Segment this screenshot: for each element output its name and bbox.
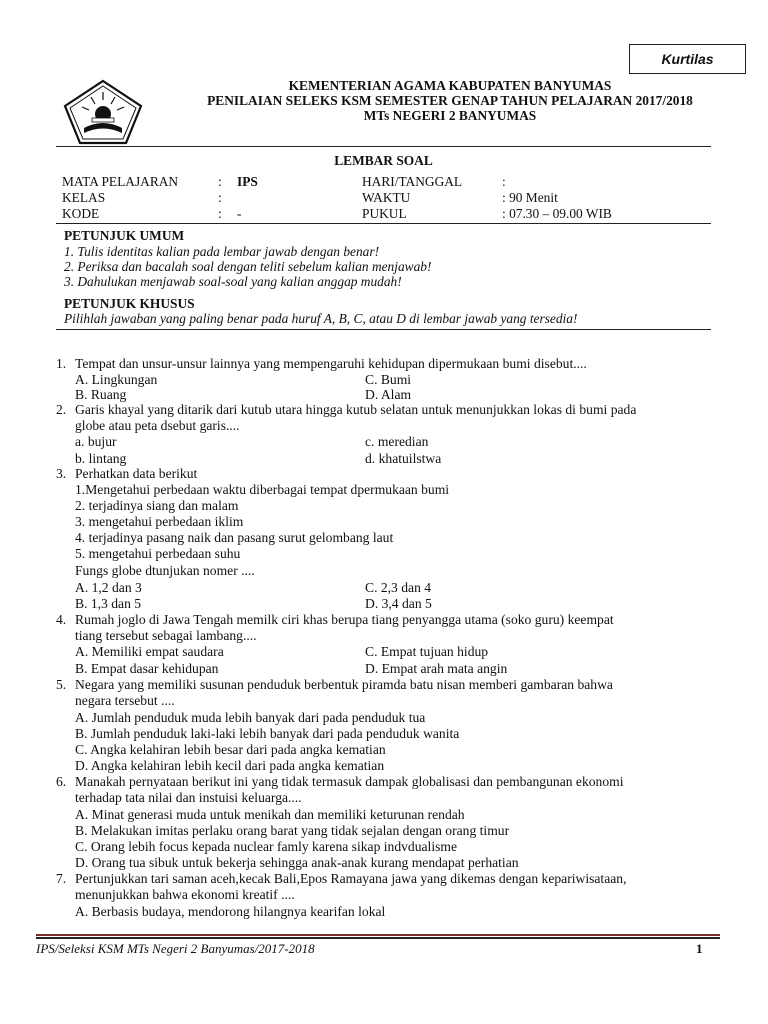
question-text: Pertunjukkan tari saman aceh,kecak Bali,Epos Ramayana jawa yang dikemas dengan kepariwisataan,	[75, 871, 627, 886]
option-b: b. lintang	[75, 451, 127, 466]
question-text: Rumah joglo di Jawa Tengah memilk ciri khas berupa tiang penyangga utama (soko guru) keempat	[75, 612, 614, 627]
option-a: A. Memiliki empat saudara	[75, 644, 224, 659]
info-colon: :	[218, 174, 222, 189]
question-text: tiang tersebut sebagai lambang....	[75, 628, 257, 643]
info-value-date: :	[502, 174, 506, 189]
header-line-1: KEMENTERIAN AGAMA KABUPATEN BANYUMAS	[288, 78, 612, 93]
question-number: 6.	[56, 774, 67, 789]
option-a: a. bujur	[75, 434, 117, 449]
header-line-2: PENILAIAN SELEKS KSM SEMESTER GENAP TAHUN PELAJARAN 2017/2018	[207, 93, 693, 108]
question-text: Garis khayal yang ditarik dari kutub utara hingga kutub selatan untuk menunjukkan lokas di bumi pada	[75, 402, 637, 417]
option-d: D. 3,4 dan 5	[365, 596, 432, 611]
footer-divider	[36, 937, 720, 939]
option-d: D. Empat arah mata angin	[365, 661, 508, 676]
info-colon: :	[218, 190, 222, 205]
data-item: 5. mengetahui perbedaan suhu	[75, 546, 241, 561]
option-c: C. Angka kelahiran lebih besar dari pada angka kematian	[75, 742, 386, 757]
general-instruction-item: 2. Periksa dan bacalah soal dengan teliti sebelum kalian menjawab!	[64, 259, 432, 274]
data-item: 3. mengetahui perbedaan iklim	[75, 514, 244, 529]
header-line-3: MTs NEGERI 2 BANYUMAS	[363, 108, 537, 123]
question-text: Perhatkan data berikut	[75, 466, 198, 481]
option-b: B. Jumlah penduduk laki-laki lebih banyak dari pada penduduk wanita	[75, 726, 460, 741]
option-a: A. 1,2 dan 3	[75, 580, 142, 595]
option-a: A. Jumlah penduduk muda lebih banyak dari pada penduduk tua	[75, 710, 426, 725]
question-text: Tempat dan unsur-unsur lainnya yang mempengaruhi kehidupan dipermukaan bumi disebut....	[75, 356, 587, 371]
option-a: A. Lingkungan	[75, 372, 158, 387]
footer-divider	[36, 934, 720, 936]
option-d: D. Alam	[365, 387, 412, 402]
option-d: D. Orang tua sibuk untuk bekerja sehingga anak-anak kurang mendapat perhatian	[75, 855, 519, 870]
info-label-code: KODE	[62, 206, 100, 221]
page-number: 1	[696, 941, 703, 956]
info-label-duration: WAKTU	[362, 190, 411, 205]
info-value-code: -	[237, 206, 242, 221]
info-value-duration: : 90 Menit	[502, 190, 558, 205]
question-text: Negara yang memiliki susunan penduduk berbentuk piramda batu nisan memberi gambaran bahwa	[75, 677, 613, 692]
question-text: globe atau peta dsebut garis....	[75, 418, 240, 433]
info-value-time: : 07.30 – 09.00 WIB	[502, 206, 612, 221]
special-instructions-title: PETUNJUK KHUSUS	[64, 296, 195, 311]
option-c: c. meredian	[365, 434, 429, 449]
option-a: A. Minat generasi muda untuk menikah dan memiliki keturunan rendah	[75, 807, 465, 822]
question-number: 7.	[56, 871, 67, 886]
question-number: 1.	[56, 356, 67, 371]
data-item: 1.Mengetahui perbedaan waktu diberbagai tempat dpermukaan bumi	[75, 482, 450, 497]
option-b: B. Melakukan imitas perlaku orang barat yang tidak sejalan dengan orang timur	[75, 823, 510, 838]
info-label-subject: MATA PELAJARAN	[62, 174, 179, 189]
instructions-divider	[56, 329, 711, 330]
ministry-emblem-icon	[62, 78, 144, 146]
info-value-subject: IPS	[237, 174, 258, 189]
info-label-date: HARI/TANGGAL	[362, 174, 463, 189]
special-instruction-text: Pilihlah jawaban yang paling benar pada huruf A, B, C, atau D di lembar jawab yang tersedia!	[64, 311, 578, 326]
option-c: C. Bumi	[365, 372, 412, 387]
option-b: B. Ruang	[75, 387, 127, 402]
general-instruction-item: 3. Dahulukan menjawab soal-soal yang kalian anggap mudah!	[64, 274, 402, 289]
info-label-time: PUKUL	[362, 206, 407, 221]
info-label-class: KELAS	[62, 190, 106, 205]
option-d: D. Angka kelahiran lebih kecil dari pada angka kematian	[75, 758, 385, 773]
info-divider	[56, 223, 711, 224]
footer-text: IPS/Seleksi KSM MTs Negeri 2 Banyumas/2017-2018	[36, 941, 315, 956]
question-text: terhadap tata nilai dan instuisi keluarga....	[75, 790, 302, 805]
sheet-title: LEMBAR SOAL	[334, 153, 433, 168]
option-b: B. Empat dasar kehidupan	[75, 661, 219, 676]
option-c: C. 2,3 dan 4	[365, 580, 432, 595]
curriculum-badge: Kurtilas	[629, 44, 746, 74]
question-number: 5.	[56, 677, 67, 692]
option-b: B. 1,3 dan 5	[75, 596, 142, 611]
option-c: C. Orang lebih focus kepada nuclear famly karena sikap indvdualisme	[75, 839, 458, 854]
question-text: Manakah pernyataan berikut ini yang tidak termasuk dampak globalisasi dan pembangunan ekonomi	[75, 774, 624, 789]
data-item: 4. terjadinya pasang naik dan pasang surut gelombang laut	[75, 530, 394, 545]
info-colon: :	[218, 206, 222, 221]
option-a: A. Berbasis budaya, mendorong hilangnya kearifan lokal	[75, 904, 386, 919]
question-stem: Fungs globe dtunjukan nomer ....	[75, 563, 255, 578]
question-text: menunjukkan bahwa ekonomi kreatif ....	[75, 887, 295, 902]
general-instructions-title: PETUNJUK UMUM	[64, 228, 185, 243]
question-number: 2.	[56, 402, 67, 417]
option-d: d. khatuilstwa	[365, 451, 442, 466]
header-divider	[56, 146, 711, 147]
question-number: 3.	[56, 466, 67, 481]
general-instruction-item: 1. Tulis identitas kalian pada lembar jawab dengan benar!	[64, 244, 380, 259]
question-number: 4.	[56, 612, 67, 627]
option-c: C. Empat tujuan hidup	[365, 644, 489, 659]
data-item: 2. terjadinya siang dan malam	[75, 498, 239, 513]
question-text: negara tersebut ....	[75, 693, 175, 708]
